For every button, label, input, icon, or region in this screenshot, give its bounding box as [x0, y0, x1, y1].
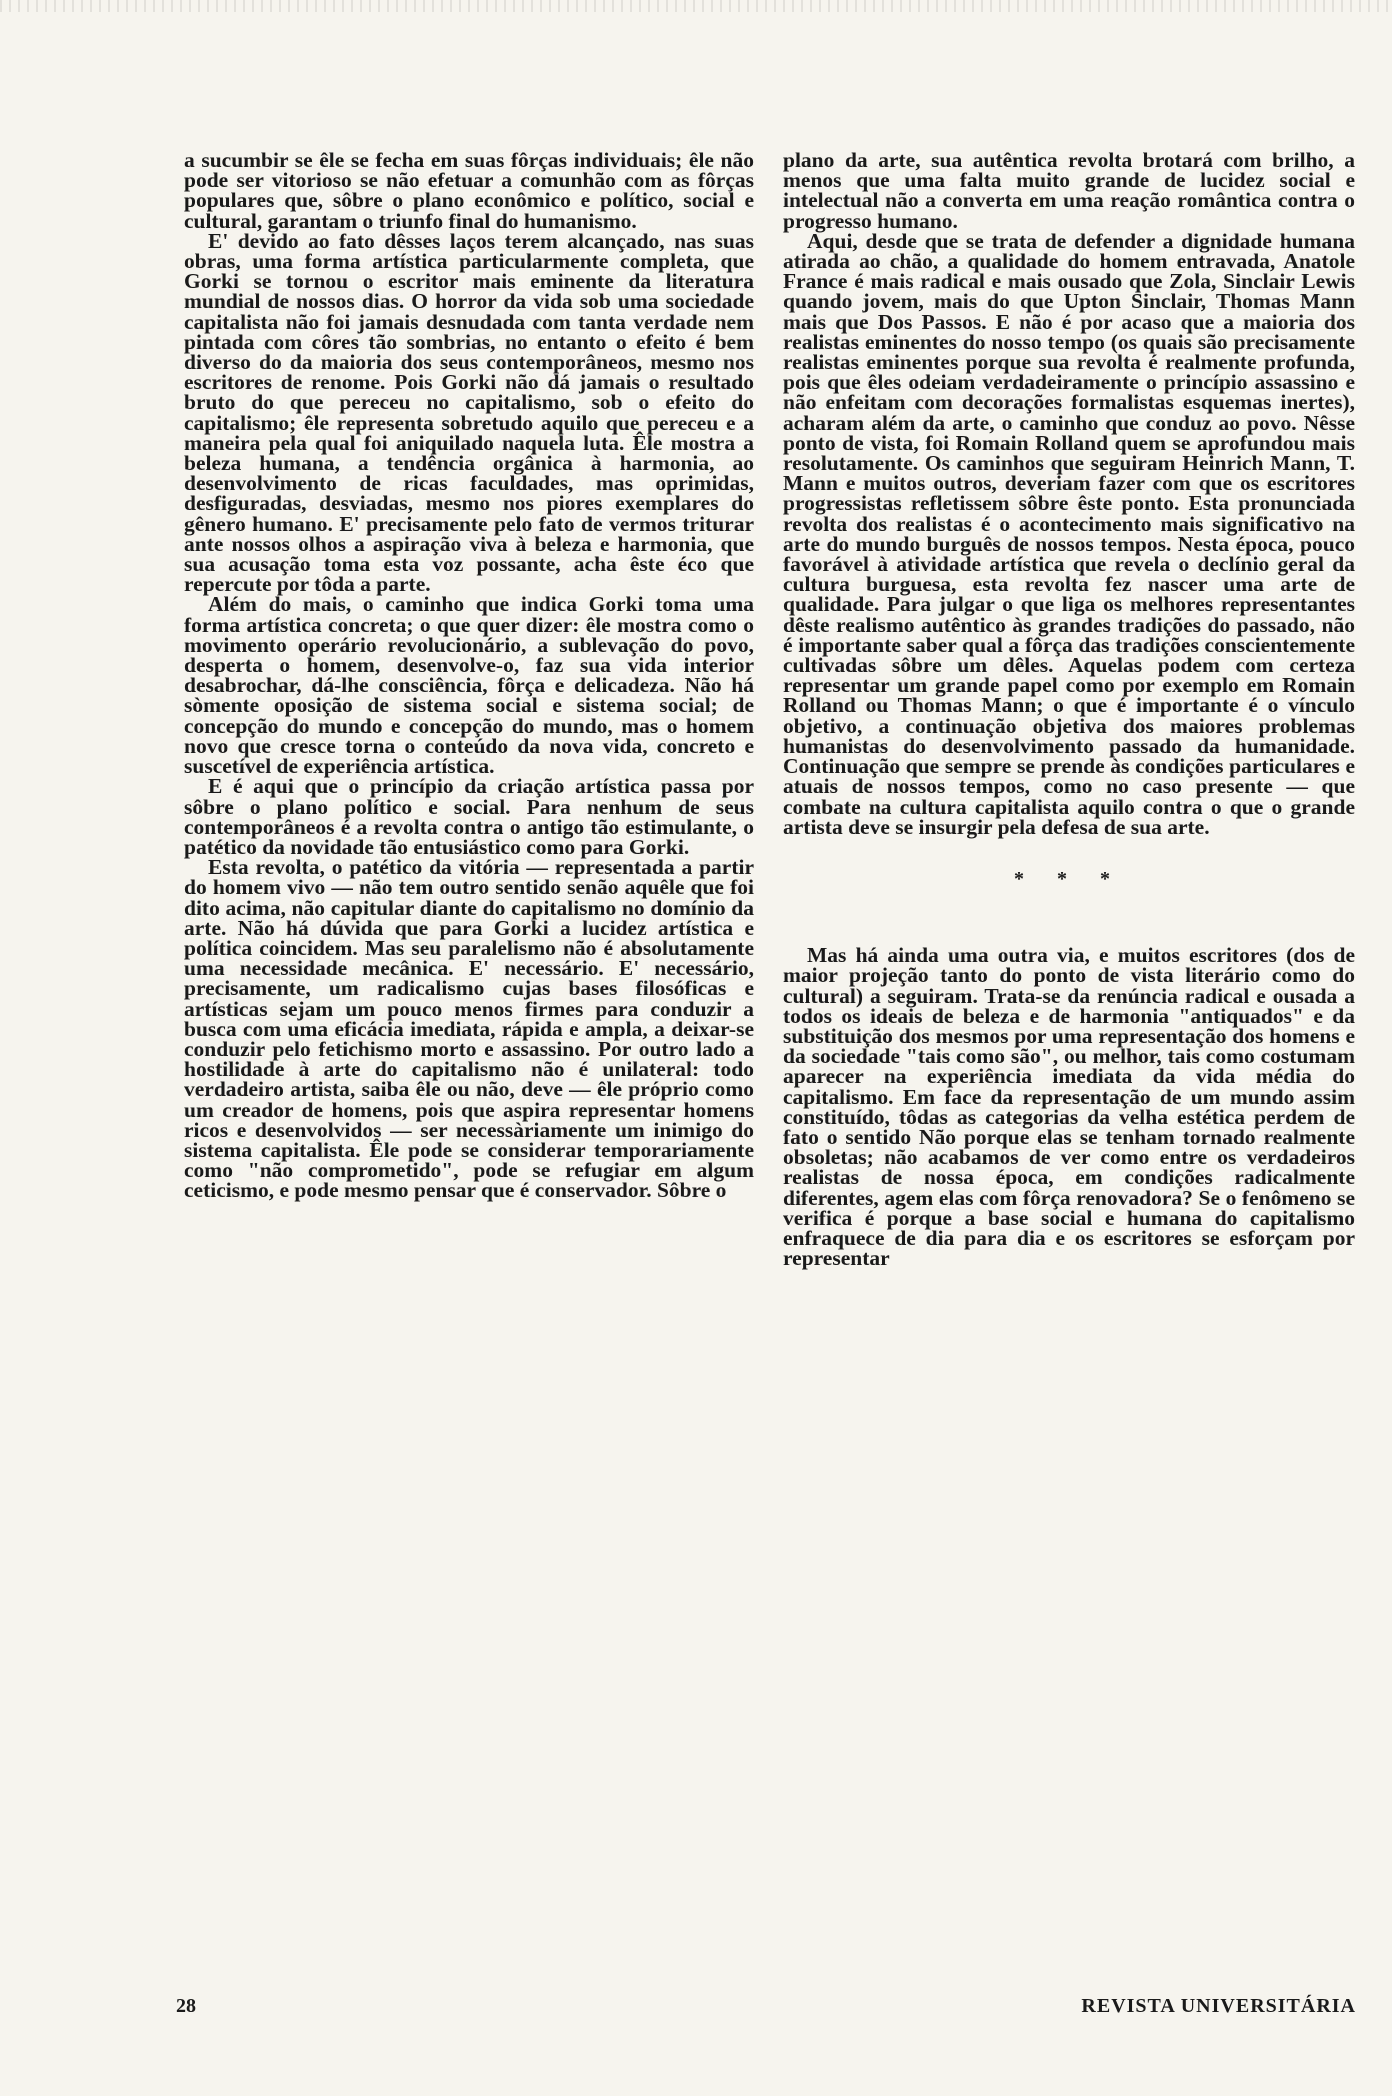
paragraph: Além do mais, o caminho que indica Gorki toma uma forma artística concreta; o que quer dizer: êle mostra como o movimento operário revolucionário, a sublevação do povo, desperta o homem, desenvolve-o, faz sua vida interior desabrochar, dá-lhe consciência, fôrça e delicadeza. Não há sòmente oposição de sistema social e sistema social; de concepção do mundo e concepção do mundo, mas o homem novo que cresce torna o conteúdo da nova vida, concreto e suscetível de experiência artística. [184, 592, 754, 779]
left-column [184, 150, 754, 1201]
right-column [783, 148, 1355, 1271]
paragraph: Aqui, desde que se trata de defender a dignidade humana atirada ao chão, a qualidade do homem entravada, Anatole France é mais radical e mais ousado que Zola, Sinclair Lewis quando jovem, mais do que Upton Sinclair, Thomas Mann mais que Dos Passos. E não é por acaso que a maioria dos realistas eminentes do nosso tempo (os quais são precisamente realistas eminentes porque sua revolta é realmente profunda, pois que êles odeiam verdadeiramente o princípio assassino e não enfeitam com decorações formalistas esquemas inertes), acharam além da arte, o caminho que conduz ao povo. Nêsse ponto de vista, foi Romain Rolland quem se aprofundou mais resolutamente. Os caminhos que seguiram Heinrich Mann, T. Mann e muitos outros, deveriam fazer com que os escritores progressistas refletissem sôbre êste ponto. Esta pronunciada revolta dos realistas é o acontecimento mais significativo na arte do mundo burguês de nossos tempos. Nesta época, pouco favorável à atividade artística que revela o declínio geral da cultura burguesa, esta revolta fez nascer uma arte de qualidade. Para julgar o que liga os melhores representantes dêste realismo autêntico às grandes tradições do passado, não é importante saber qual a fôrça das tradições conscientemente cultivadas sôbre um dêles. Aquelas podem com certeza representar um grande papel como por exemplo em Romain Rolland ou Thomas Mann; o que é importante é o vínculo objetivo, a continuação objetiva dos maiores problemas humanistas do desenvolvimento passado da humanidade. Continuação que sempre se prende às condições particulares e atuais de nossos tempos, como no caso presente — que combate na cultura capitalista aquilo contra o que o grande artista deve se insurgir pela defesa de sua arte. [783, 228, 1355, 839]
paragraph: E' devido ao fato dêsses laços terem alcançado, nas suas obras, uma forma artística particularmente completa, que Gorki se tornou o escritor mais eminente da literatura mundial de nossos dias. O horror da vida sob uma sociedade capitalista não foi jamais desnudada com tanta verdade nem pintada com côres tão sombrias, no entanto o efeito é bem diverso do da maioria dos seus contemporâneos, mesmo nos escritores de renome. Pois Gorki não dá jamais o resultado bruto do que pereceu no capitalismo, sob o efeito do capitalismo; êle representa sobretudo aquilo que pereceu e a maneira pela qual foi aniquilado naquela luta. Êle mostra a beleza humana, a tendência orgânica à harmonia, ao desenvolvimento de ricas faculdades, mas oprimidas, desfiguradas, desviadas, mesmo nos piores exemplares do gênero humano. E' precisamente pelo fato de vermos triturar ante nossos olhos a aspiração viva à beleza e harmonia, que sua acusação toma esta voz possante, acha êste éco que repercute por tôda a parte. [184, 228, 754, 597]
journal-title: REVISTA UNIVERSITÁRIA [1081, 1995, 1356, 2017]
section-separator: * * * [1014, 867, 1124, 890]
paragraph: plano da arte, sua autêntica revolta brotará com brilho, a menos que uma falta muito grande de lucidez social e intelectual não a converta em uma reação romântica contra o progresso humano. [783, 148, 1355, 233]
paragraph: a sucumbir se êle se fecha em suas fôrças individuais; êle não pode ser vitorioso se não efetuar a comunhão com as fôrças populares que, sôbre o plano econômico e político, social e cultural, garantam o triunfo final do humanismo. [184, 148, 754, 233]
page-number: 28 [176, 1995, 196, 2017]
paragraph: E é aqui que o princípio da criação artística passa por sôbre o plano político e social. Para nenhum de seus contemporâneos é a revolta contra o antigo tão estimulante, o patético da novidade tão entusiástico como para Gorki. [184, 774, 754, 859]
paragraph: Esta revolta, o patético da vitória — representada a partir do homem vivo — não tem outro sentido senão aquêle que foi dito acima, não capitular diante do capitalismo no domínio da arte. Não há dúvida que para Gorki a lucidez artística e política coincidem. Mas seu paralelismo não é absolutamente uma necessidade mecânica. E' necessário. E' necessário, precisamente, um radicalismo cujas bases filosóficas e artísticas sejam um pouco menos firmes para conduzir a busca com uma eficácia imediata, rápida e ampla, a deixar-se conduzir pelo fetichismo morto e assassino. Por outro lado a hostilidade à arte do capitalismo não é unilateral: todo verdadeiro artista, saiba êle ou não, deve — êle próprio como um creador de homens, pois que aspira representar homens ricos e desenvolvidos — ser necessàriamente um inimigo do sistema capitalista. Êle pode se considerar temporariamente como "não comprometido", pode se refugiar em algum ceticismo, e pode mesmo pensar que é conservador. Sôbre o [184, 855, 754, 1203]
paragraph: Mas há ainda uma outra via, e muitos escritores (dos de maior projeção tanto do ponto de vista literário como do cultural) a seguiram. Trata-se da renúncia radical e ousada a todos os ideais de beleza e de harmonia "antiquados" e da substituição dos mesmos por uma representação dos homens e da sociedade "tais como são", ou melhor, tais como costumam aparecer na experiência imediata da vida média do capitalismo. Em face da representação de um mundo assim constituído, tôdas as categorias da velha estética perdem de fato o sentido Não porque elas se tenham tornado realmente obsoletas; não acabamos de ver como entre os verdadeiros realistas de nossa época, em condições radicalmente diferentes, agem elas com fôrça renovadora? Se o fenômeno se verifica é porque a base social e humana do capitalismo enfraquece de dia para dia e os escritores se esforçam por representar [783, 943, 1355, 1271]
scan-noise [0, 0, 1392, 12]
